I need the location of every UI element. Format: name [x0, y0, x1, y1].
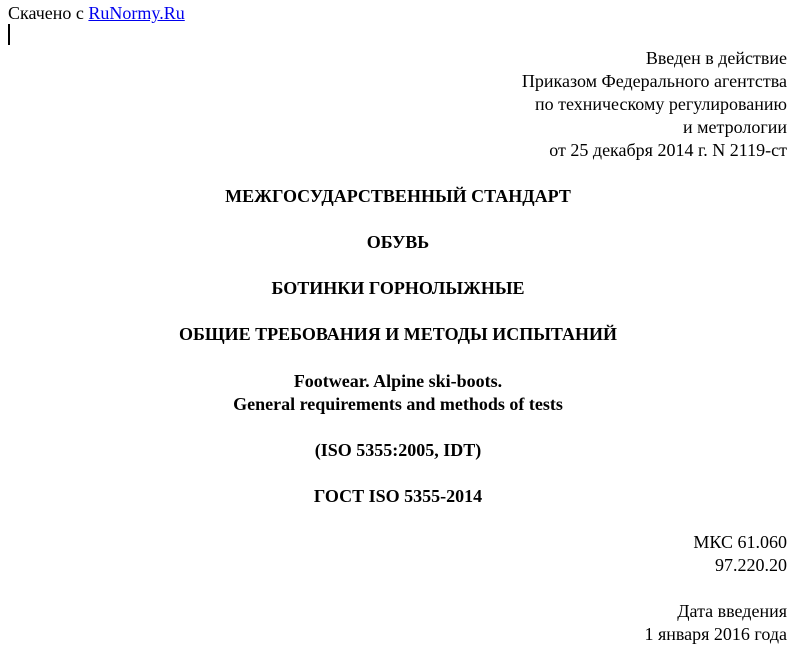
approval-line-3: по техническому регулированию [534, 94, 787, 114]
gost-number: ГОСТ ISO 5355-2014 [313, 486, 483, 506]
english-title-line-1: Footwear. Alpine ski-boots. [293, 371, 503, 391]
runormy-link[interactable]: RuNormy.Ru [88, 3, 185, 23]
iso-reference: (ISO 5355:2005, IDT) [314, 440, 482, 460]
effective-date-value: 1 января 2016 года [644, 624, 787, 644]
mks-code-2: 97.220.20 [715, 555, 787, 575]
approval-line-2: Приказом Федерального агентства [521, 71, 787, 91]
mks-code-1: МКС 61.060 [693, 532, 787, 552]
category-heading: ОБУВЬ [366, 232, 430, 252]
product-heading: БОТИНКИ ГОРНОЛЫЖНЫЕ [271, 278, 525, 298]
standard-type-heading: МЕЖГОСУДАРСТВЕННЫЙ СТАНДАРТ [225, 186, 571, 206]
download-source-line [8, 2, 185, 25]
approval-line-4: и метрологии [683, 117, 787, 137]
english-title-line-2: General requirements and methods of tests [233, 394, 563, 414]
download-source-prefix: Скачено с [8, 3, 84, 23]
approval-line-5: от 25 декабря 2014 г. N 2119-ст [549, 140, 787, 160]
effective-date-label: Дата введения [677, 601, 787, 621]
approval-line-1: Введен в действие [645, 48, 787, 68]
subject-heading: ОБЩИЕ ТРЕБОВАНИЯ И МЕТОДЫ ИСПЫТАНИЙ [178, 324, 618, 344]
text-cursor [8, 24, 10, 45]
